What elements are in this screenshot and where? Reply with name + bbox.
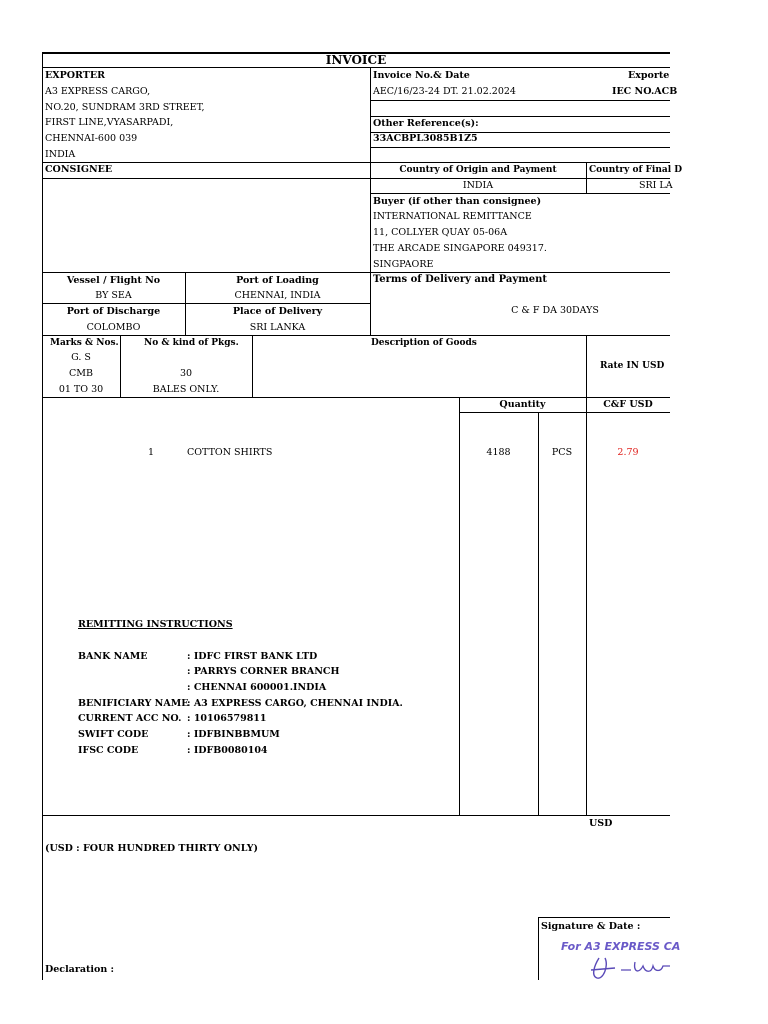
rule bbox=[370, 193, 670, 194]
rule bbox=[42, 272, 670, 273]
exporter-line: INDIA bbox=[45, 149, 76, 160]
bank-label: BANK NAME bbox=[78, 651, 148, 662]
consignee-heading: CONSIGNEE bbox=[45, 164, 113, 175]
rate-label: Rate IN USD bbox=[600, 361, 665, 371]
packages-count: 30 bbox=[179, 368, 193, 379]
marks-line: 01 TO 30 bbox=[58, 384, 104, 395]
discharge-label: Port of Discharge bbox=[66, 306, 161, 317]
signature-label: Signature & Date : bbox=[541, 921, 641, 932]
exporter-heading: EXPORTER bbox=[45, 70, 105, 81]
final-dest-cell bbox=[587, 164, 683, 192]
buyer-line: 11, COLLYER QUAY 05-06A bbox=[373, 227, 508, 238]
rule bbox=[42, 303, 370, 304]
rule bbox=[370, 116, 670, 117]
rule bbox=[370, 67, 371, 335]
exporter-line: FIRST LINE,VYASARPADI, bbox=[45, 117, 174, 128]
rule bbox=[538, 917, 670, 918]
final-dest-value: SRI LA bbox=[639, 180, 673, 191]
loading-label: Port of Loading bbox=[236, 275, 319, 286]
account-value: : 10106579811 bbox=[187, 713, 267, 724]
description-label: Description of Goods bbox=[371, 338, 477, 348]
item-sno: 1 bbox=[148, 447, 155, 458]
marks-label: Marks & Nos. bbox=[50, 338, 119, 348]
delivery-value: SRI LANKA bbox=[249, 322, 306, 333]
ifsc-value: : IDFB0080104 bbox=[187, 745, 268, 756]
buyer-line: INTERNATIONAL REMITTANCE bbox=[373, 211, 532, 222]
discharge-value: COLOMBO bbox=[86, 322, 141, 333]
rule bbox=[370, 147, 670, 148]
rule bbox=[42, 815, 670, 816]
stamp-text: For A3 EXPRESS CA bbox=[561, 940, 681, 953]
terms-value: C & F DA 30DAYS bbox=[511, 305, 599, 316]
rule bbox=[538, 412, 539, 815]
other-reference-value: 33ACBPL3085B1Z5 bbox=[373, 133, 478, 144]
delivery-label: Place of Delivery bbox=[232, 306, 323, 317]
ifsc-label: IFSC CODE bbox=[78, 745, 139, 756]
city-value: : CHENNAI 600001.INDIA bbox=[187, 682, 327, 693]
rule bbox=[42, 67, 670, 68]
branch-value: : PARRYS CORNER BRANCH bbox=[187, 666, 340, 677]
other-reference-label: Other Reference(s): bbox=[373, 118, 479, 129]
vessel-label: Vessel / Flight No bbox=[66, 275, 161, 286]
origin-label: Country of Origin and Payment bbox=[399, 165, 557, 175]
final-dest-label: Country of Final D bbox=[589, 165, 683, 175]
rule bbox=[42, 397, 670, 398]
remitting-heading: REMITTING INSTRUCTIONS bbox=[78, 619, 233, 630]
total-currency: USD bbox=[589, 818, 613, 829]
rule bbox=[370, 100, 670, 101]
item-unit: PCS bbox=[551, 447, 573, 458]
item-description: COTTON SHIRTS bbox=[187, 447, 273, 458]
exporter-ref-value: IEC NO.ACB bbox=[612, 86, 678, 97]
declaration-label: Declaration : bbox=[45, 964, 115, 975]
buyer-label: Buyer (if other than consignee) bbox=[373, 196, 542, 207]
rule bbox=[42, 178, 670, 179]
item-rate: 2.79 bbox=[617, 447, 639, 458]
packages-label: No & kind of Pkgs. bbox=[144, 338, 239, 348]
rule bbox=[459, 412, 670, 413]
exporter-line: CHENNAI-600 039 bbox=[45, 133, 138, 144]
buyer-line: THE ARCADE SINGAPORE 049317. bbox=[373, 243, 547, 254]
exporter-line: A3 EXPRESS CARGO, bbox=[45, 86, 151, 97]
invoice-no-label: Invoice No.& Date bbox=[373, 70, 470, 81]
beneficiary-label: BENIFICIARY NAME bbox=[78, 698, 189, 709]
exporter-line: NO.20, SUNDRAM 3RD STREET, bbox=[45, 102, 205, 113]
swift-label: SWIFT CODE bbox=[78, 729, 149, 740]
packages-kind: BALES ONLY. bbox=[152, 384, 220, 395]
marks-line: CMB bbox=[69, 368, 93, 379]
invoice-no-value: AEC/16/23-24 DT. 21.02.2024 bbox=[373, 86, 516, 97]
loading-value: CHENNAI, INDIA bbox=[234, 290, 321, 301]
item-quantity: 4188 bbox=[486, 447, 511, 458]
quantity-label: Quantity bbox=[499, 399, 546, 410]
vessel-value: BY SEA bbox=[95, 290, 132, 301]
signature-scribble-icon bbox=[539, 936, 670, 980]
account-label: CURRENT ACC NO. bbox=[78, 713, 182, 724]
rule bbox=[459, 397, 460, 815]
beneficiary-value: : A3 EXPRESS CARGO, CHENNAI INDIA. bbox=[187, 698, 403, 709]
company-stamp bbox=[539, 936, 681, 980]
rule bbox=[42, 335, 670, 336]
exporter-ref-label: Exporte bbox=[628, 70, 670, 81]
cf-usd-label: C&F USD bbox=[603, 399, 653, 410]
origin-value: INDIA bbox=[462, 180, 494, 191]
buyer-line: SINGPAORE bbox=[373, 259, 434, 270]
rule bbox=[42, 162, 670, 163]
amount-in-words: (USD : FOUR HUNDRED THIRTY ONLY) bbox=[45, 843, 259, 854]
marks-line: G. S bbox=[71, 352, 91, 363]
swift-value: : IDFBINBBMUM bbox=[187, 729, 280, 740]
rule-left bbox=[42, 52, 43, 980]
bank-value: : IDFC FIRST BANK LTD bbox=[187, 651, 318, 662]
invoice-title: INVOICE bbox=[325, 53, 387, 67]
terms-label: Terms of Delivery and Payment bbox=[373, 274, 548, 285]
rule bbox=[252, 335, 253, 397]
